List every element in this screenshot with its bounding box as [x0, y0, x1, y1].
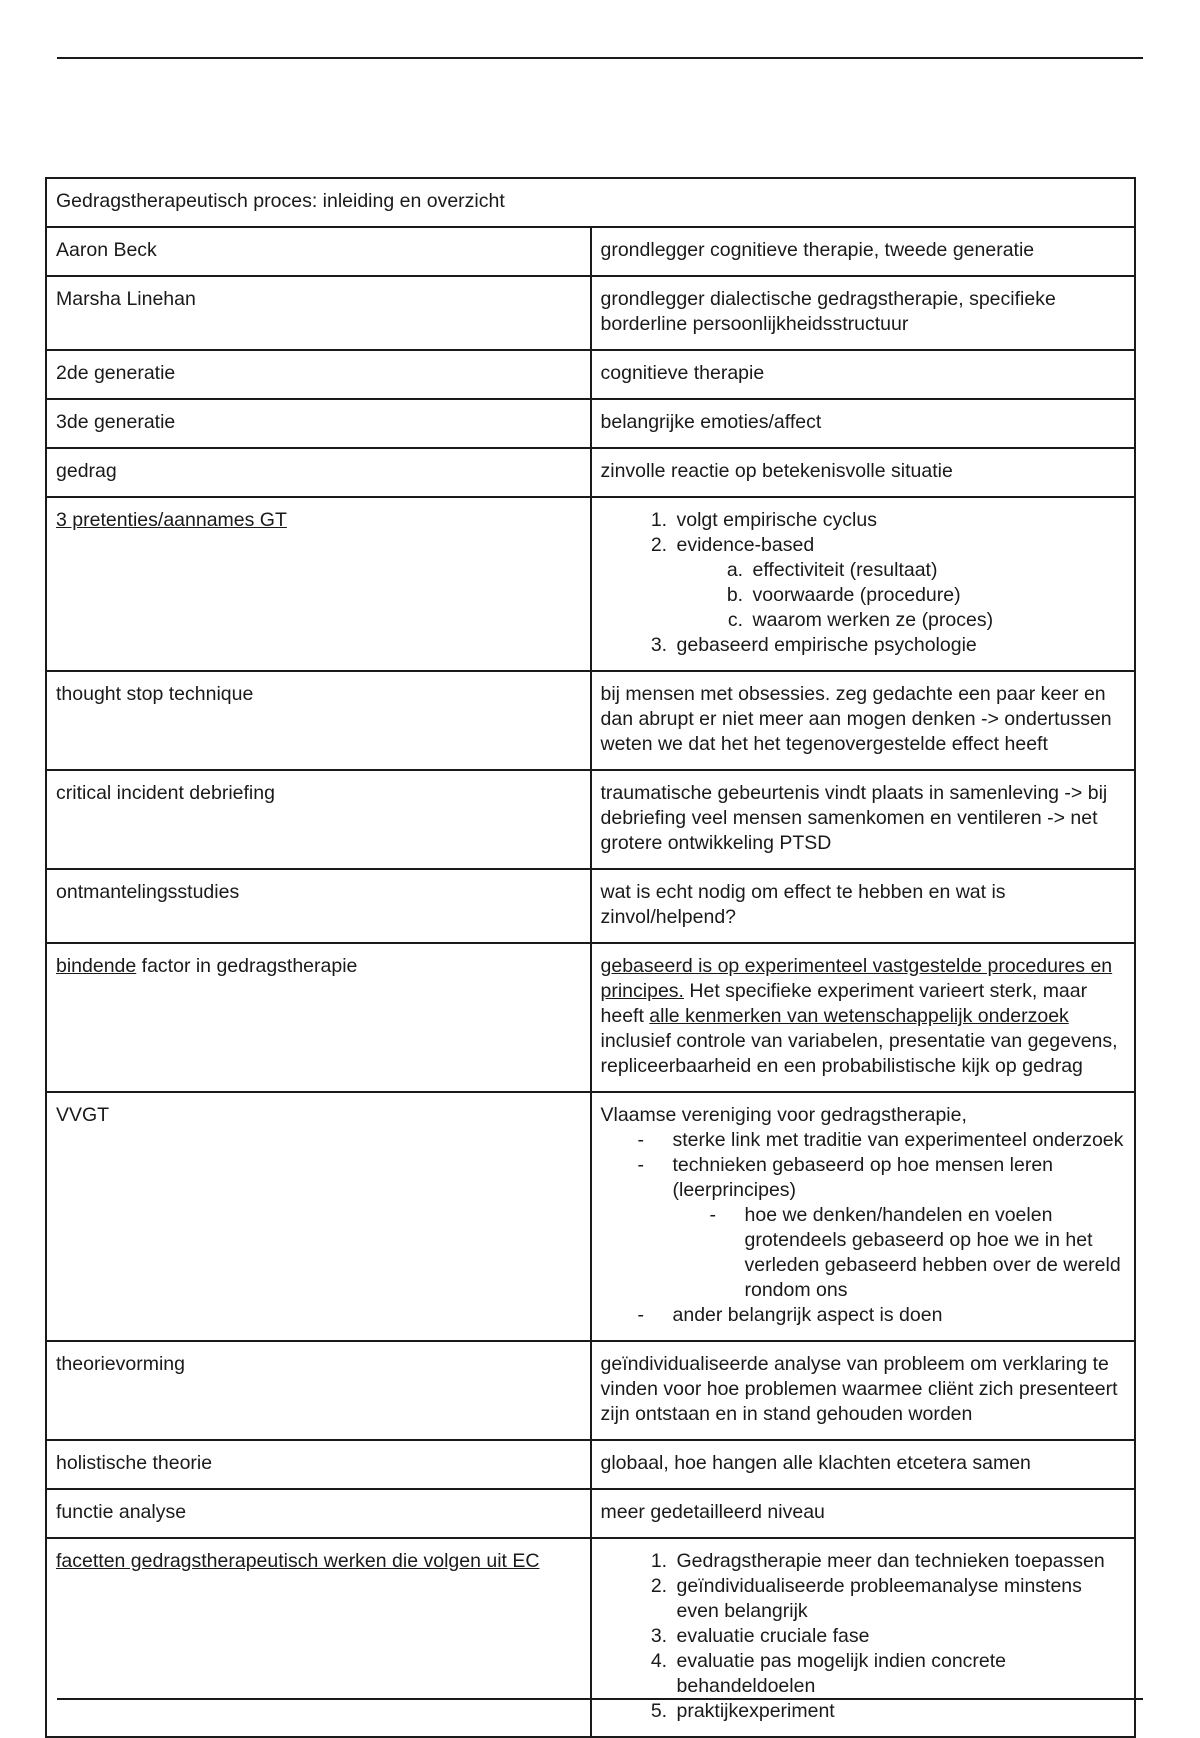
- term-cell: theorievorming: [46, 1341, 591, 1440]
- definition-text: Het specifieke experiment varieert sterk, maar heeft: [600, 980, 1088, 1027]
- list-item: 3. gebaseerd empirische psychologie: [673, 633, 1126, 658]
- term-cell: ontmantelingsstudies: [46, 869, 591, 943]
- definition-cell: geïndividualiseerde analyse van probleem om verklaring te vinden voor hoe problemen waarmee cliënt zich presenteert zijn ontstaan en in stand gehouden worden: [591, 1341, 1136, 1440]
- table-row: [46, 227, 1135, 276]
- term-text-underlined: facetten gedragstherapeutisch werken die volgen uit EC: [56, 1550, 540, 1572]
- definition-cell: globaal, hoe hangen alle klachten etcetera samen: [591, 1440, 1136, 1489]
- list-item: - sterke link met traditie van experimenteel onderzoek: [673, 1128, 1126, 1153]
- table-title: Gedragstherapeutisch proces: inleiding en overzicht: [46, 178, 1135, 227]
- sub-list: [673, 1203, 1126, 1303]
- summary-table: [45, 177, 1136, 1738]
- term-text: factor in gedragstherapie: [136, 955, 358, 977]
- sub-list-item: b. voorwaarde (procedure): [749, 583, 1126, 608]
- definition-cell: wat is echt nodig om effect te hebben en wat is zinvol/helpend?: [591, 869, 1136, 943]
- table-row: [46, 399, 1135, 448]
- term-cell: Marsha Linehan: [46, 276, 591, 350]
- definition-cell: bij mensen met obsessies. zeg gedachte een paar keer en dan abrupt er niet meer aan mogen denken -> ondertussen weten we dat het het tegenovergestelde effect heeft: [591, 671, 1136, 770]
- definition-text: inclusief controle van variabelen, presentatie van gegevens, repliceerbaarheid en een probabilistische kijk op gedrag: [600, 1030, 1118, 1077]
- term-text-underlined: 3 pretenties/aannames GT: [56, 509, 287, 531]
- definition-cell: grondlegger dialectische gedragstherapie, specifieke borderline persoonlijkheidsstructuur: [591, 276, 1136, 350]
- term-cell: holistische theorie: [46, 1440, 591, 1489]
- term-cell: functie analyse: [46, 1489, 591, 1538]
- table-row: [46, 1538, 1135, 1737]
- definition-cell: belangrijke emoties/affect: [591, 399, 1136, 448]
- sub-list-item: a. effectiviteit (resultaat): [749, 558, 1126, 583]
- sub-list: [677, 558, 1126, 633]
- table-row: [46, 497, 1135, 671]
- definition-cell: cognitieve therapie: [591, 350, 1136, 399]
- definition-cell: [591, 1538, 1136, 1737]
- term-cell: [46, 1538, 591, 1737]
- term-cell: 3de generatie: [46, 399, 591, 448]
- list-item: 5. praktijkexperiment: [673, 1699, 1126, 1724]
- table-row: [46, 448, 1135, 497]
- table-row: [46, 869, 1135, 943]
- sub-list-item: c. waarom werken ze (proces): [749, 608, 1126, 633]
- definition-cell: traumatische gebeurtenis vindt plaats in samenleving -> bij debriefing veel mensen samenkomen en ventileren -> net grotere ontwikkeling PTSD: [591, 770, 1136, 869]
- table-title-row: [46, 178, 1135, 227]
- table-row: [46, 671, 1135, 770]
- table-row: [46, 1341, 1135, 1440]
- term-cell: [46, 497, 591, 671]
- list-item-text: technieken gebaseerd op hoe mensen leren (leerprincipes): [672, 1154, 1054, 1201]
- list-item: 4. evaluatie pas mogelijk indien concrete behandeldoelen: [673, 1649, 1126, 1699]
- bullet-list: [601, 1128, 1126, 1328]
- list-item: - ander belangrijk aspect is doen: [673, 1303, 1126, 1328]
- term-cell: 2de generatie: [46, 350, 591, 399]
- term-text-underlined: bindende: [56, 955, 137, 977]
- definition-cell: [591, 943, 1136, 1092]
- numbered-list: [601, 508, 1126, 658]
- definition-cell: zinvolle reactie op betekenisvolle situatie: [591, 448, 1136, 497]
- term-cell: gedrag: [46, 448, 591, 497]
- list-item: [673, 1153, 1126, 1303]
- term-cell: Aaron Beck: [46, 227, 591, 276]
- definition-cell: grondlegger cognitieve therapie, tweede generatie: [591, 227, 1136, 276]
- list-item: 1. Gedragstherapie meer dan technieken toepassen: [673, 1549, 1126, 1574]
- term-cell: [46, 943, 591, 1092]
- definition-text-underlined: alle kenmerken van wetenschappelijk onderzoek: [649, 1005, 1069, 1027]
- definition-cell: meer gedetailleerd niveau: [591, 1489, 1136, 1538]
- list-item-text: evidence-based: [676, 534, 815, 556]
- table-row: [46, 1440, 1135, 1489]
- sub-list-item: - hoe we denken/handelen en voelen grotendeels gebaseerd op hoe we in het verleden gebaseerd hebben over de wereld rondom ons: [745, 1203, 1126, 1303]
- table-row: [46, 770, 1135, 869]
- list-item: 1. volgt empirische cyclus: [673, 508, 1126, 533]
- definition-cell: [591, 497, 1136, 671]
- definition-cell: [591, 1092, 1136, 1341]
- list-item: 3. evaluatie cruciale fase: [673, 1624, 1126, 1649]
- table-row: [46, 276, 1135, 350]
- list-item: 2. geïndividualiseerde probleemanalyse minstens even belangrijk: [673, 1574, 1126, 1624]
- table-row: [46, 1489, 1135, 1538]
- header-rule: [57, 57, 1143, 59]
- definition-intro: Vlaamse vereniging voor gedragstherapie,: [600, 1104, 967, 1126]
- table-row: [46, 943, 1135, 1092]
- definition-text-underlined: gebaseerd is op experimenteel vastgestelde procedures en principes.: [600, 955, 1113, 1002]
- term-cell: critical incident debriefing: [46, 770, 591, 869]
- table-row: [46, 350, 1135, 399]
- table-row: [46, 1092, 1135, 1341]
- list-item: [673, 533, 1126, 633]
- term-cell: thought stop technique: [46, 671, 591, 770]
- term-cell: VVGT: [46, 1092, 591, 1341]
